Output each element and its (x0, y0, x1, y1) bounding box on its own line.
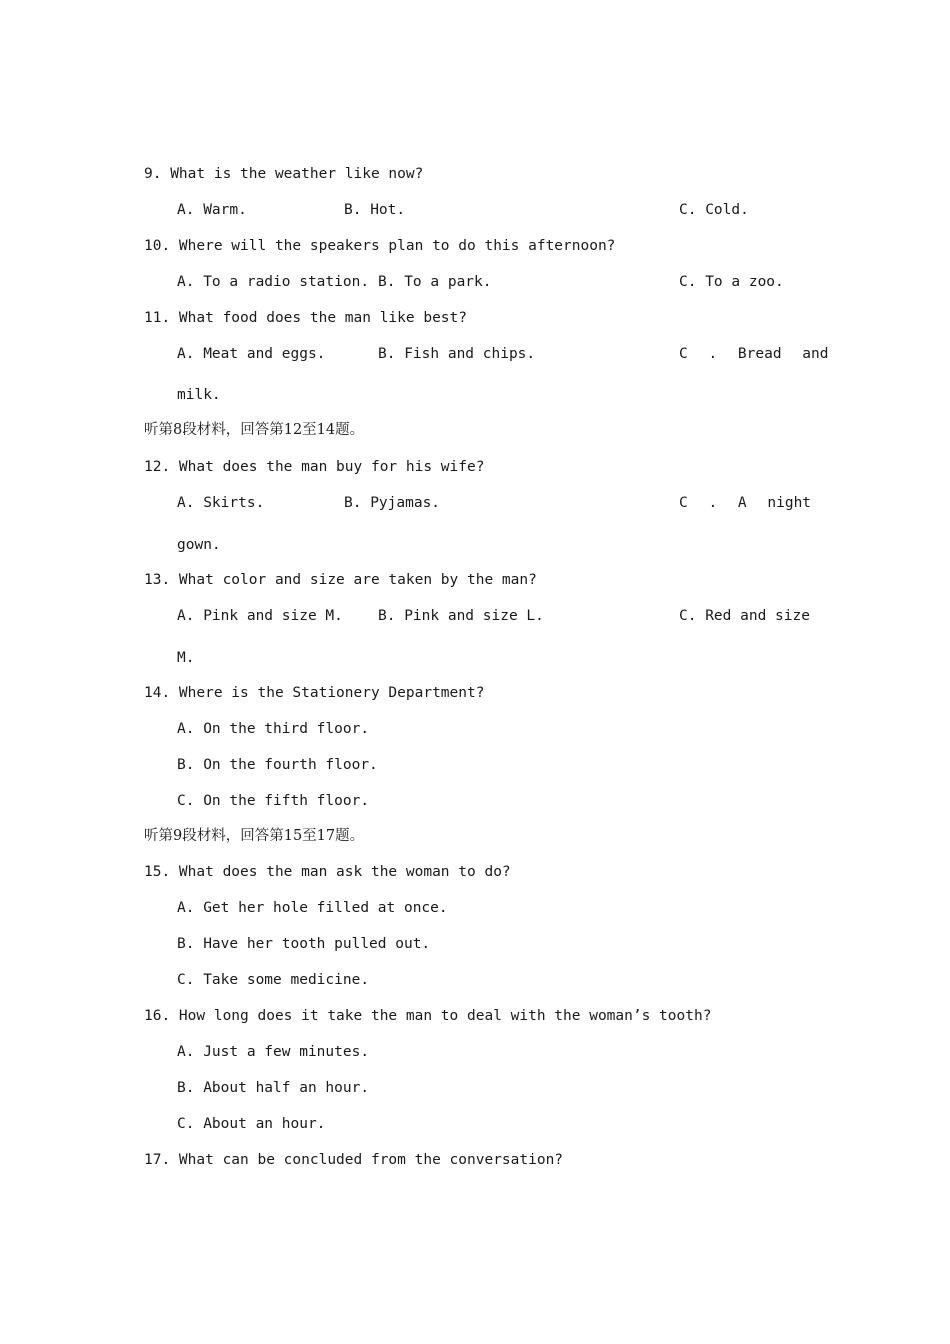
q13-option-b: B. Pink and size L. (378, 608, 544, 624)
q16-option-b: B. About half an hour. (177, 1080, 370, 1096)
q9-option-b: B. Hot. (344, 202, 406, 218)
question-16: 16. How long does it take the man to deal with the woman’s tooth? (144, 1008, 712, 1024)
question-13: 13. What color and size are taken by the man? (144, 572, 537, 588)
q9-option-c: C. Cold. (679, 202, 749, 218)
q12-option-c: C . A night (679, 495, 812, 511)
q12-option-b: B. Pyjamas. (344, 495, 441, 511)
question-12: 12. What does the man buy for his wife? (144, 459, 485, 475)
q16-option-c: C. About an hour. (177, 1116, 326, 1132)
q11-option-a: A. Meat and eggs. (177, 346, 326, 362)
q10-option-c: C. To a zoo. (679, 274, 784, 290)
q11-option-c: C . Bread and (679, 346, 829, 362)
q9-option-a: A. Warm. (177, 202, 247, 218)
q11-option-b: B. Fish and chips. (378, 346, 536, 362)
q15-option-b: B. Have her tooth pulled out. (177, 936, 431, 952)
q14-option-c: C. On the fifth floor. (177, 793, 370, 809)
question-9: 9. What is the weather like now? (144, 166, 424, 182)
section-heading-9: 听第9段材料，回答第15至17题。 (144, 828, 365, 844)
question-17: 17. What can be concluded from the conversation? (144, 1152, 564, 1168)
question-15: 15. What does the man ask the woman to do? (144, 864, 511, 880)
q14-option-a: A. On the third floor. (177, 721, 370, 737)
q14-option-b: B. On the fourth floor. (177, 757, 378, 773)
q15-option-a: A. Get her hole filled at once. (177, 900, 448, 916)
section-heading-8: 听第8段材料，回答第12至14题。 (144, 422, 365, 438)
q13-option-c-continued: M. (177, 650, 195, 666)
q12-option-c-continued: gown. (177, 537, 221, 553)
question-10: 10. Where will the speakers plan to do this afternoon? (144, 238, 616, 254)
q16-option-a: A. Just a few minutes. (177, 1044, 370, 1060)
q11-option-c-continued: milk. (177, 387, 221, 403)
q12-option-a: A. Skirts. (177, 495, 265, 511)
q10-option-a: A. To a radio station. (177, 274, 370, 290)
q13-option-a: A. Pink and size M. (177, 608, 343, 624)
question-11: 11. What food does the man like best? (144, 310, 468, 326)
q13-option-c: C. Red and size (679, 608, 810, 624)
question-14: 14. Where is the Stationery Department? (144, 685, 485, 701)
q15-option-c: C. Take some medicine. (177, 972, 370, 988)
q10-option-b: B. To a park. (378, 274, 492, 290)
